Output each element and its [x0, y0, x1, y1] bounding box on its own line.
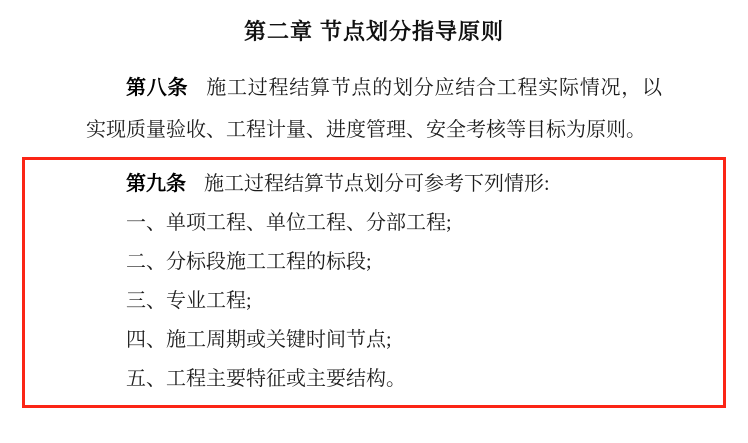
article-8-label: 第八条	[126, 77, 189, 99]
article-9-paragraph	[86, 165, 662, 204]
article-9-text: 施工过程结算节点划分可参考下列情形:	[204, 173, 550, 195]
chapter-title: 第二章 节点划分指导原则	[243, 19, 505, 44]
document-body	[0, 67, 748, 408]
article-8-text: 施工过程结算节点的划分应结合工程实际情况，以实现质量验收、工程计量、进度管理、安全考核等目标为原则。	[86, 77, 662, 141]
article-8-paragraph	[86, 67, 662, 151]
article-9-item-1: 一、单项工程、单位工程、分部工程;	[126, 212, 452, 234]
article-9-item-4: 四、施工周期或关键时间节点;	[126, 329, 392, 351]
red-highlight-rectangle	[22, 157, 726, 408]
article-9-item-3: 三、专业工程;	[126, 290, 252, 312]
article-9-item-5: 五、工程主要特征或主要结构。	[126, 368, 406, 390]
article-9-item-2: 二、分标段施工工程的标段;	[126, 251, 372, 273]
article-9-label: 第九条	[126, 173, 186, 195]
